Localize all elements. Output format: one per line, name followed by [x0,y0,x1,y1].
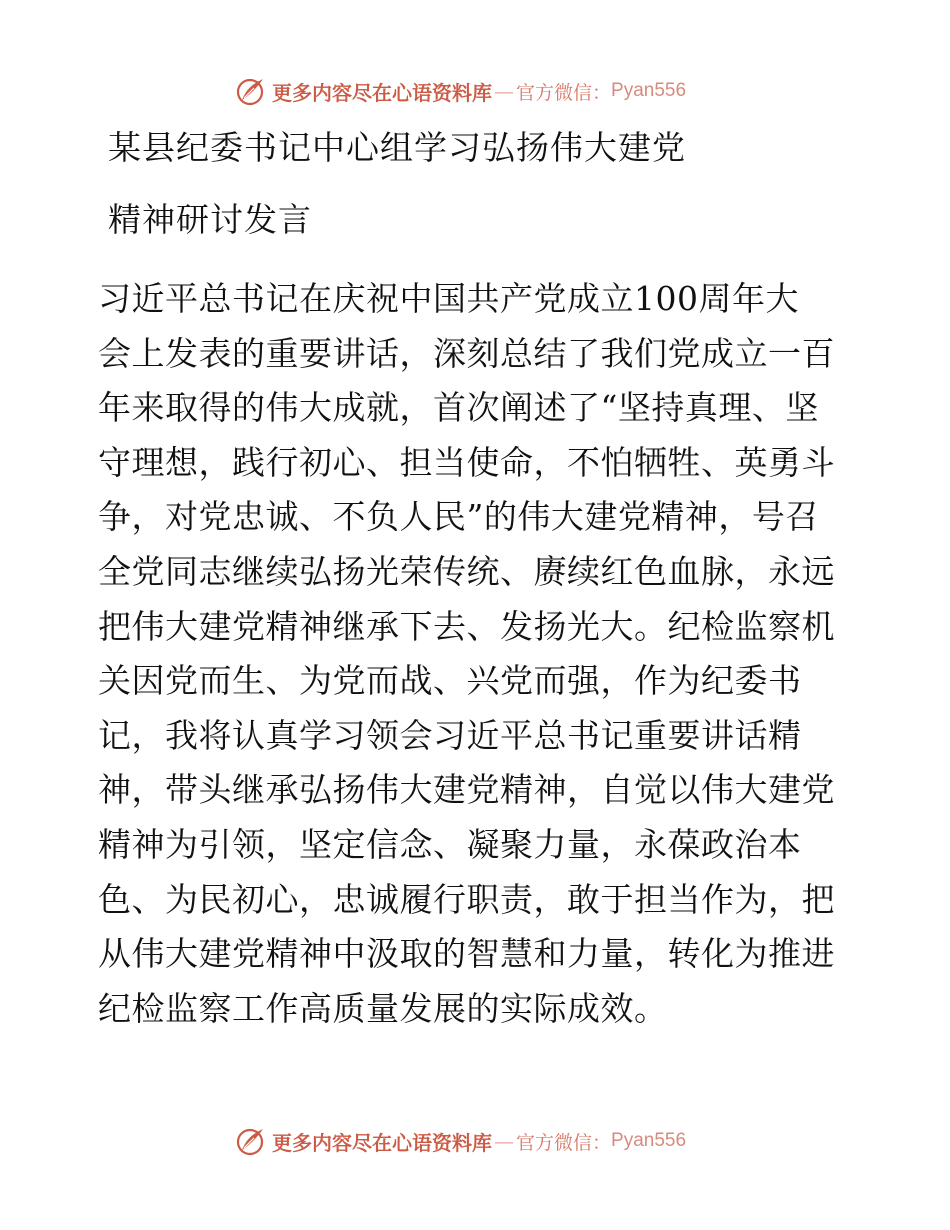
watermark-brand-text: 更多内容尽在心语资料库 [272,80,492,105]
watermark-contact-id: Pyan556 [611,80,687,101]
paragraph-line: 色、为民初心，忠诚履行职责，敢于担当作为，把 [98,879,835,919]
paragraph-line: 全党同志继续弘扬光荣传统、赓续红色血脉，永远 [98,551,835,591]
paragraph-line: 精神为引领，坚定信念、凝聚力量，永葆政治本 [98,824,802,864]
watermark-separator: — [494,1129,514,1153]
paragraph-line: 习近平总书记在庆祝中国共产党成立100周年大 [98,279,799,318]
paragraph-line: 记，我将认真学习领会习近平总书记重要讲话精 [98,715,802,755]
footer-watermark [236,1124,686,1158]
document-title-line-2: 精神研讨发言 [108,200,312,239]
paragraph-line: 年来取得的伟大成就，首次阐述了“坚持真理、坚 [98,388,819,428]
watermark-brand-text: 更多内容尽在心语资料库 [272,1130,492,1155]
watermark-contact-label: 官方微信： [516,1131,612,1154]
document-title-line-1: 某县纪委书记中心组学习弘扬伟大建党 [108,128,686,167]
watermark-separator: — [494,79,514,103]
paragraph-line: 关因党而生、为党而战、兴党而强，作为纪委书 [98,661,802,701]
paragraph-line: 守理想，践行初心、担当使命，不怕牺牲、英勇斗 [98,442,835,482]
watermark-contact-label: 官方微信： [516,81,612,104]
header-watermark [236,74,686,108]
feather-pen-logo-icon [236,76,266,106]
paragraph-line: 把伟大建党精神继承下去、发扬光大。纪检监察机 [98,606,835,646]
watermark-contact-id: Pyan556 [611,1130,687,1151]
paragraph-line: 纪检监察工作高质量发展的实际成效。 [98,988,668,1028]
paragraph-line: 争，对党忠诚、不负人民”的伟大建党精神，号召 [98,497,819,537]
paragraph-line: 会上发表的重要讲话，深刻总结了我们党成立一百 [98,333,835,373]
document-body-paragraph [98,272,858,1036]
paragraph-line: 从伟大建党精神中汲取的智慧和力量，转化为推进 [98,934,835,974]
paragraph-line: 神，带头继承弘扬伟大建党精神，自觉以伟大建党 [98,770,835,810]
feather-pen-logo-icon [236,1126,266,1156]
